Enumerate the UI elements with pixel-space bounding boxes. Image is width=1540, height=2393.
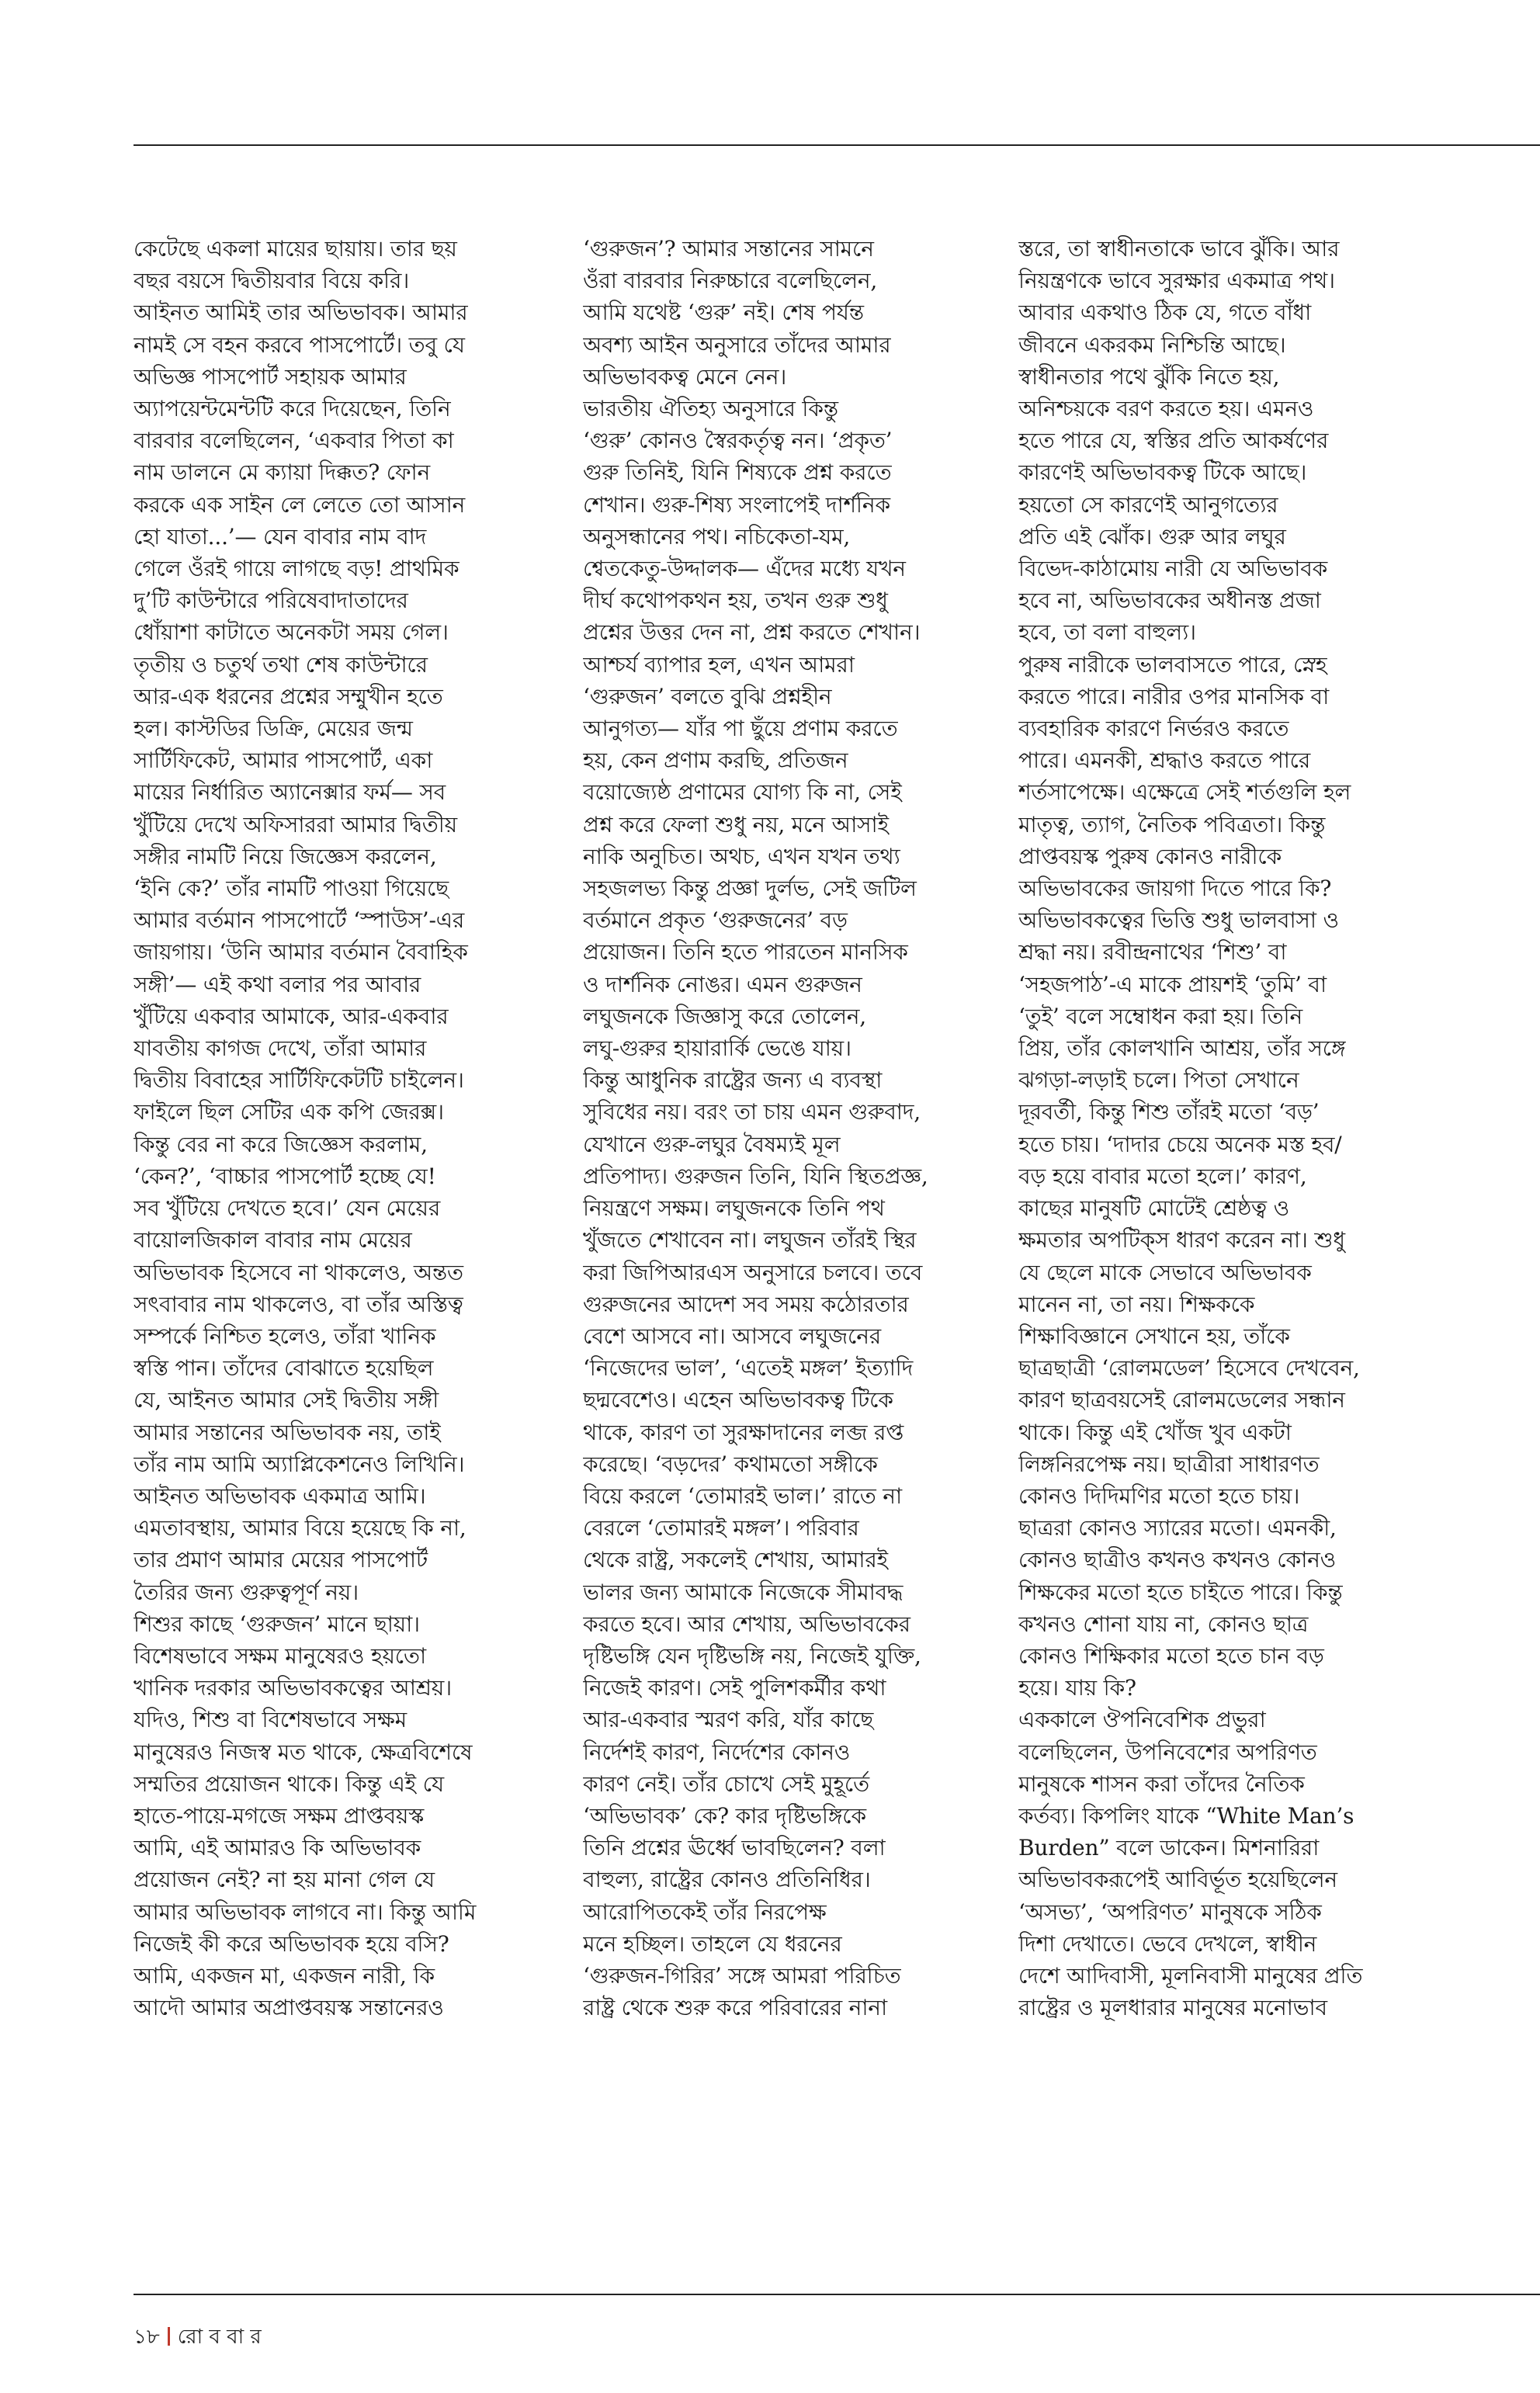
text-line: ছাত্রছাত্রী ‘রোলমডেল’ হিসেবে দেখবেন, — [1018, 1355, 1360, 1382]
text-line: প্রাপ্তবয়স্ক পুরুষ কোনও নারীকে — [1018, 843, 1282, 869]
text-line: আমার অভিভাবক লাগবে না। কিন্তু আমি — [134, 1899, 477, 1925]
text-line: বাহুল্য, রাষ্ট্রের কোনও প্রতিনিধির। — [583, 1867, 871, 1893]
text-line: সঙ্গী’— এই কথা বলার পর আবার — [134, 971, 421, 997]
text-line: প্রশ্নের উত্তর দেন না, প্রশ্ন করতে শেখান। — [583, 619, 921, 646]
text-line: নামই সে বহন করবে পাসপোর্টে। তবু যে — [134, 331, 465, 358]
text-line: কারণ নেই। তাঁর চোখে সেই মুহূর্তে — [583, 1770, 869, 1797]
text-line: ভারতীয় ঐতিহ্য অনুসারে কিন্তু — [583, 396, 838, 422]
text-line: আশ্চর্য ব্যাপার হল, এখন আমরা — [583, 651, 855, 678]
text-line: বয়োজ্যেষ্ঠ প্রণামের যোগ্য কি না, সেই — [583, 779, 902, 806]
text-line: অনিশ্চয়কে বরণ করতে হয়। এমনও — [1018, 396, 1314, 422]
text-line: ‘গুরুজন’? আমার সন্তানের সামনে — [583, 236, 874, 262]
text-line: যাবতীয় কাগজ দেখে, তাঁরা আমার — [134, 1035, 427, 1062]
text-line: গুরু তিনিই, যিনি শিষ্যকে প্রশ্ন করতে — [583, 460, 892, 486]
text-line: স্বস্তি পান। তাঁদের বোঝাতে হয়েছিল — [134, 1355, 434, 1382]
text-line: সব খুঁটিয়ে দেখতে হবে।’ যেন মেয়ের — [134, 1195, 441, 1222]
publication-name: রো ব বা র — [177, 2325, 262, 2349]
text-line: করতে পারে। নারীর ওপর মানসিক বা — [1018, 683, 1329, 709]
text-line: জীবনে একরকম নিশ্চিন্তি আছে। — [1018, 331, 1286, 358]
text-line: ‘অভিভাবক’ কে? কার দৃষ্টিভঙ্গিকে — [583, 1802, 866, 1829]
text-line: খুঁজতে শেখাবেন না। লঘুজন তাঁরই স্থির — [583, 1227, 917, 1254]
text-line: রাষ্ট্রের ও মূলধারার মানুষের মনোভাব — [1018, 1995, 1327, 2021]
text-line: সুবিধের নয়। বরং তা চায় এমন গুরুবাদ, — [583, 1099, 921, 1125]
text-line: মানুষকে শাসন করা তাঁদের নৈতিক — [1018, 1770, 1305, 1797]
text-line: গুরুজনের আদেশ সব সময় কঠোরতার — [583, 1291, 909, 1317]
text-line: ‘তুই’ বলে সম্বোধন করা হয়। তিনি — [1018, 1003, 1303, 1029]
top-rule — [134, 144, 1540, 146]
text-line: আর-এক ধরনের প্রশ্নের সম্মুখীন হতে — [134, 683, 443, 709]
text-line: অভিভাবক হিসেবে না থাকলেও, অন্তত — [134, 1259, 463, 1285]
text-line: অবশ্য আইন অনুসারে তাঁদের আমার — [583, 331, 891, 358]
text-line: করকে এক সাইন লে লেতে তো আসান — [134, 491, 466, 518]
text-line: বছর বয়সে দ্বিতীয়বার বিয়ে করি। — [134, 268, 410, 294]
text-line: খুঁটিয়ে একবার আমাকে, আর-একবার — [134, 1003, 449, 1029]
text-line: সঙ্গীর নামটি নিয়ে জিজ্ঞেস করলেন, — [134, 843, 437, 869]
text-line: আমি, এই আমারও কি অভিভাবক — [134, 1835, 421, 1861]
text-line: তৃতীয় ও চতুর্থ তথা শেষ কাউন্টারে — [134, 651, 428, 678]
text-line: নাকি অনুচিত। অথচ, এখন যখন তথ্য — [583, 843, 900, 869]
text-line: অভিজ্ঞ পাসপোর্ট সহায়ক আমার — [134, 363, 407, 390]
text-line: প্রতিপাদ্য। গুরুজন তিনি, যিনি স্থিতপ্রজ্ঞ, — [583, 1163, 928, 1189]
text-line: আমার সন্তানের অভিভাবক নয়, তাই — [134, 1419, 441, 1445]
text-line: বারবার বলেছিলেন, ‘একবার পিতা কা — [134, 428, 454, 454]
text-line: প্রয়োজন নেই? না হয় মানা গেল যে — [134, 1867, 435, 1893]
text-line: শ্রদ্ধা নয়। রবীন্দ্রনাথের ‘শিশু’ বা — [1018, 939, 1287, 966]
text-line: বিয়ে করলে ‘তোমারই ভাল।’ রাতে না — [583, 1483, 902, 1509]
text-line: ‘কেন?’, ‘বাচ্চার পাসপোর্ট হচ্ছে যে! — [134, 1163, 436, 1189]
text-line: জায়গায়। ‘উনি আমার বর্তমান বৈবাহিক — [134, 939, 468, 966]
text-line: নির্দেশই কারণ, নির্দেশের কোনও — [583, 1739, 851, 1765]
text-line: নিজেই কী করে অভিভাবক হয়ে বসি? — [134, 1930, 449, 1957]
text-line: কারণেই অভিভাবকত্ব টিকে আছে। — [1018, 460, 1307, 486]
article-columns — [0, 233, 1540, 2266]
text-line: আমি যথেষ্ট ‘গুরু’ নই। শেষ পর্যন্ত — [583, 300, 864, 326]
text-line: তাঁর নাম আমি অ্যাপ্লিকেশনেও লিখিনি। — [134, 1451, 465, 1477]
text-line: দু’টি কাউন্টারে পরিষেবাদাতাদের — [134, 588, 408, 614]
text-line: কেটেছে একলা মায়ের ছায়ায়। তার ছয় — [134, 236, 457, 262]
text-line: তার প্রমাণ আমার মেয়ের পাসপোর্ট — [134, 1547, 428, 1573]
text-line: সহজলভ্য কিন্তু প্রজ্ঞা দুর্লভ, সেই জটিল — [583, 876, 917, 902]
text-line: হল। কাস্টডির ডিক্রি, মেয়ের জন্ম — [134, 716, 413, 742]
text-line: অভিভাবকরূপেই আবির্ভূত হয়েছিলেন — [1018, 1867, 1337, 1893]
text-line: হবে না, অভিভাবকের অধীনস্ত প্রজা — [1018, 588, 1321, 614]
text-line: মনে হচ্ছিল। তাহলে যে ধরনের — [583, 1930, 842, 1957]
text-line: কিন্তু আধুনিক রাষ্ট্রের জন্য এ ব্যবস্থা — [583, 1067, 883, 1094]
text-line: আনুগত্য— যাঁর পা ছুঁয়ে প্রণাম করতে — [583, 716, 898, 742]
text-line: সম্মতির প্রয়োজন থাকে। কিন্তু এই যে — [134, 1770, 444, 1797]
text-line: ‘ইনি কে?’ তাঁর নামটি পাওয়া গিয়েছে — [134, 876, 449, 902]
text-line: কিন্তু বের না করে জিজ্ঞেস করলাম, — [134, 1131, 428, 1157]
text-line: অভিভাবকত্বের ভিত্তি শুধু ভালবাসা ও — [1018, 907, 1339, 934]
text-line: বিভেদ-কাঠামোয় নারী যে অভিভাবক — [1018, 556, 1327, 582]
text-line: হতে চায়। ‘দাদার চেয়ে অনেক মস্ত হব/ — [1018, 1131, 1342, 1157]
text-line: কখনও শোনা যায় না, কোনও ছাত্র — [1018, 1611, 1309, 1637]
text-line: কাছের মানুষটি মোটেই শ্রেষ্ঠত্ব ও — [1018, 1195, 1289, 1222]
text-line: মাতৃত্ব, ত্যাগ, নৈতিক পবিত্রতা। কিন্তু — [1018, 811, 1326, 838]
text-line: বেরলে ‘তোমারই মঙ্গল’। পরিবার — [583, 1515, 859, 1542]
text-line: ‘সহজপাঠ’-এ মাকে প্রায়শই ‘তুমি’ বা — [1018, 971, 1327, 997]
text-line: যে ছেলে মাকে সেভাবে অভিভাবক — [1018, 1259, 1312, 1285]
bottom-rule — [134, 2294, 1540, 2295]
text-line: কোনও শিক্ষিকার মতো হতে চান বড় — [1018, 1642, 1324, 1669]
text-line: প্রয়োজন। তিনি হতে পারতেন মানসিক — [583, 939, 908, 966]
text-line: ব্যবহারিক কারণে নির্ভরও করতে — [1018, 716, 1289, 742]
text-line: নিজেই কারণ। সেই পুলিশকর্মীর কথা — [583, 1675, 886, 1701]
text-line: আমার বর্তমান পাসপোর্টে ‘স্পাউস’-এর — [134, 907, 465, 934]
text-line: রাষ্ট্র থেকে শুরু করে পরিবারের নানা — [583, 1995, 887, 2021]
text-line: প্রিয়, তাঁর কোলখানি আশ্রয়, তাঁর সঙ্গে — [1018, 1035, 1346, 1062]
text-line: এককালে ঔপনিবেশিক প্রভুরা — [1018, 1707, 1266, 1733]
text-line: দূরবর্তী, কিন্তু শিশু তাঁরই মতো ‘বড়’ — [1018, 1099, 1320, 1125]
text-line: আমি, একজন মা, একজন নারী, কি — [134, 1962, 435, 1989]
text-line: হয়ে। যায় কি? — [1018, 1675, 1136, 1701]
article-column-2 — [583, 233, 994, 2266]
text-line: ফাইলে ছিল সেটির এক কপি জেরক্স। — [134, 1099, 444, 1125]
text-line: থাকে, কারণ তা সুরক্ষাদানের লব্জ রপ্ত — [583, 1419, 904, 1445]
text-line: মায়ের নির্ধারিত অ্যানেক্সার ফর্ম— সব — [134, 779, 446, 806]
text-line: Burden” বলে ডাকেন। মিশনারিরা — [1018, 1835, 1320, 1861]
text-line: দৃষ্টিভঙ্গি যেন দৃষ্টিভঙ্গি নয়, নিজেই যুক্তি, — [583, 1642, 921, 1669]
text-line: ওঁরা বারবার নিরুচ্চারে বলেছিলেন, — [583, 268, 878, 294]
text-line: আর-একবার স্মরণ করি, যাঁর কাছে — [583, 1707, 874, 1733]
text-line: ক্ষমতার অপটিক্‌স ধারণ করেন না। শুধু — [1018, 1227, 1345, 1254]
text-line: হাতে-পায়ে-মগজে সক্ষম প্রাপ্তবয়স্ক — [134, 1802, 425, 1829]
text-line: কোনও ছাত্রীও কখনও কখনও কোনও — [1018, 1547, 1337, 1573]
text-line: ছাত্ররা কোনও স্যারের মতো। এমনকী, — [1018, 1515, 1337, 1542]
text-line: সম্পর্কে নিশ্চিত হলেও, তাঁরা খানিক — [134, 1323, 436, 1349]
text-line: আদৌ আমার অপ্রাপ্তবয়স্ক সন্তানেরও — [134, 1995, 444, 2021]
text-line: প্রশ্ন করে ফেলা শুধু নয়, মনে আসাই — [583, 811, 889, 838]
text-line: অনুসন্ধানের পথ। নচিকেতা-যম, — [583, 523, 851, 550]
text-line: স্তরে, তা স্বাধীনতাকে ভাবে ঝুঁকি। আর — [1018, 236, 1340, 262]
text-line: মানেন না, তা নয়। শিক্ষককে — [1018, 1291, 1255, 1317]
text-line: বিশেষভাবে সক্ষম মানুষেরও হয়তো — [134, 1642, 426, 1669]
text-line: থাকে। কিন্তু এই খোঁজ খুব একটা — [1018, 1419, 1292, 1445]
text-line: ‘অসভ্য’, ‘অপরিণত’ মানুষকে সঠিক — [1018, 1899, 1322, 1925]
text-line: হো যাতা...’— যেন বাবার নাম বাদ — [134, 523, 427, 550]
text-line: দ্বিতীয় বিবাহের সার্টিফিকেটটি চাইলেন। — [134, 1067, 464, 1094]
text-line: করা জিপিআরএস অনুসারে চলবে। তবে — [583, 1259, 923, 1285]
text-line: শেখান। গুরু-শিষ্য সংলাপেই দার্শনিক — [583, 491, 890, 518]
text-line: শিশুর কাছে ‘গুরুজন’ মানে ছায়া। — [134, 1611, 420, 1637]
text-line: ছদ্মবেশেও। এহেন অভিভাবকত্ব টিকে — [583, 1387, 893, 1413]
text-line: আবার একথাও ঠিক যে, গতে বাঁধা — [1018, 300, 1312, 326]
text-line: খানিক দরকার অভিভাবকত্বের আশ্রয়। — [134, 1675, 452, 1701]
text-line: অভিভাবকত্ব মেনে নেন। — [583, 363, 787, 390]
text-line: হয়তো সে কারণেই আনুগত্যের — [1018, 491, 1278, 518]
text-line: নিয়ন্ত্রণকে ভাবে সুরক্ষার একমাত্র পথ। — [1018, 268, 1335, 294]
page-footer — [134, 2321, 262, 2355]
text-line: শিক্ষকের মতো হতে চাইতে পারে। কিন্তু — [1018, 1579, 1343, 1605]
text-line: তৈরির জন্য গুরুত্বপূর্ণ নয়। — [134, 1579, 359, 1605]
text-line: এমতাবস্থায়, আমার বিয়ে হয়েছে কি না, — [134, 1515, 467, 1542]
text-line: যদিও, শিশু বা বিশেষভাবে সক্ষম — [134, 1707, 407, 1733]
text-line: দেশে আদিবাসী, মূলনিবাসী মানুষের প্রতি — [1018, 1962, 1363, 1989]
text-line: শ্বেতকেতু-উদ্দালক— এঁদের মধ্যে যখন — [583, 556, 906, 582]
text-line: নাম ডালনে মে ক্যায়া দিক্কত? ফোন — [134, 460, 430, 486]
text-line: পারে। এমনকী, শ্রদ্ধাও করতে পারে — [1018, 747, 1311, 774]
text-line: শর্তসাপেক্ষে। এক্ষেত্রে সেই শর্তগুলি হল — [1018, 779, 1351, 806]
text-line: ‘গুরু’ কোনও স্বৈরকর্তৃত্ব নন। ‘প্রকৃত’ — [583, 428, 893, 454]
text-line: ‘গুরুজন’ বলতে বুঝি প্রশ্নহীন — [583, 683, 832, 709]
text-line: ‘গুরুজন-গিরির’ সঙ্গে আমরা পরিচিত — [583, 1962, 901, 1989]
text-line: বায়োলজিকাল বাবার নাম মেয়ের — [134, 1227, 412, 1254]
text-line: প্রতি এই ঝোঁক। গুরু আর লঘুর — [1018, 523, 1286, 550]
text-line: দিশা দেখাতে। ভেবে দেখলে, স্বাধীন — [1018, 1930, 1317, 1957]
text-line: বর্তমানে প্রকৃত ‘গুরুজনের’ বড় — [583, 907, 848, 934]
text-line: যেখানে গুরু-লঘুর বৈষম্যই মূল — [583, 1131, 841, 1157]
text-line: ও দার্শনিক নোঙর। এমন গুরুজন — [583, 971, 862, 997]
text-line: আইনত আমিই তার অভিভাবক। আমার — [134, 300, 468, 326]
article-column-3 — [1018, 233, 1430, 2266]
text-line: হবে, তা বলা বাহুল্য। — [1018, 619, 1196, 646]
text-line: পুরুষ নারীকে ভালবাসতে পারে, স্নেহ — [1018, 651, 1327, 678]
text-line: হয়, কেন প্রণাম করছি, প্রতিজন — [583, 747, 848, 774]
text-line: ‘নিজেদের ভাল’, ‘এতেই মঙ্গল’ ইত্যাদি — [583, 1355, 914, 1382]
text-line: যে, আইনত আমার সেই দ্বিতীয় সঙ্গী — [134, 1387, 439, 1413]
text-line: লঘুজনকে জিজ্ঞাসু করে তোলেন, — [583, 1003, 866, 1029]
text-line: লঘু-গুরুর হায়ারার্কি ভেঙে যায়। — [583, 1035, 852, 1062]
text-line: বলেছিলেন, উপনিবেশের অপরিণত — [1018, 1739, 1317, 1765]
article-column-1 — [134, 233, 545, 2266]
text-line: হতে পারে যে, স্বস্তির প্রতি আকর্ষণের — [1018, 428, 1329, 454]
page-number: ১৮ — [134, 2325, 160, 2349]
text-line: কর্তব্য। কিপলিং যাকে “White Man’s — [1018, 1802, 1354, 1829]
text-line: আরোপিতকেই তাঁর নিরপেক্ষ — [583, 1899, 827, 1925]
text-line: নিয়ন্ত্রণে সক্ষম। লঘুজনকে তিনি পথ — [583, 1195, 885, 1222]
text-line: সৎবাবার নাম থাকলেও, বা তাঁর অস্তিত্ব — [134, 1291, 463, 1317]
text-line: বড় হয়ে বাবার মতো হলে।’ কারণ, — [1018, 1163, 1307, 1189]
text-line: মানুষেরও নিজস্ব মত থাকে, ক্ষেত্রবিশেষে — [134, 1739, 473, 1765]
text-line: শিক্ষাবিজ্ঞানে সেখানে হয়, তাঁকে — [1018, 1323, 1290, 1349]
text-line: কারণ ছাত্রবয়সেই রোলমডেলের সন্ধান — [1018, 1387, 1345, 1413]
text-line: সার্টিফিকেট, আমার পাসপোর্ট, একা — [134, 747, 433, 774]
text-line: অ্যাপয়েন্টমেন্টটি করে দিয়েছেন, তিনি — [134, 396, 451, 422]
text-line: করেছে। ‘বড়দের’ কথামতো সঙ্গীকে — [583, 1451, 878, 1477]
text-line: স্বাধীনতার পথে ঝুঁকি নিতে হয়, — [1018, 363, 1280, 390]
text-line: ধোঁয়াশা কাটাতে অনেকটা সময় গেল। — [134, 619, 449, 646]
text-line: তিনি প্রশ্নের ঊর্ধ্বে ভাবছিলেন? বলা — [583, 1835, 886, 1861]
text-line: ভালর জন্য আমাকে নিজেকে সীমাবদ্ধ — [583, 1579, 904, 1605]
text-line: ঝগড়া-লড়াই চলে। পিতা সেখানে — [1018, 1067, 1299, 1094]
footer-separator — [168, 2327, 170, 2346]
text-line: কোনও দিদিমণির মতো হতে চায়। — [1018, 1483, 1300, 1509]
text-line: আইনত অভিভাবক একমাত্র আমি। — [134, 1483, 426, 1509]
text-line: গেলে ওঁরই গায়ে লাগছে বড়! প্রাথমিক — [134, 556, 460, 582]
text-line: দীর্ঘ কথোপকথন হয়, তখন গুরু শুধু — [583, 588, 888, 614]
text-line: খুঁটিয়ে দেখে অফিসাররা আমার দ্বিতীয় — [134, 811, 457, 838]
text-line: অভিভাবকের জায়গা দিতে পারে কি? — [1018, 876, 1332, 902]
text-line: থেকে রাষ্ট্র, সকলেই শেখায়, আমারই — [583, 1547, 888, 1573]
text-line: বেশে আসবে না। আসবে লঘুজনের — [583, 1323, 881, 1349]
text-line: করতে হবে। আর শেখায়, অভিভাবকের — [583, 1611, 910, 1637]
text-line: লিঙ্গনিরপেক্ষ নয়। ছাত্রীরা সাধারণত — [1018, 1451, 1320, 1477]
